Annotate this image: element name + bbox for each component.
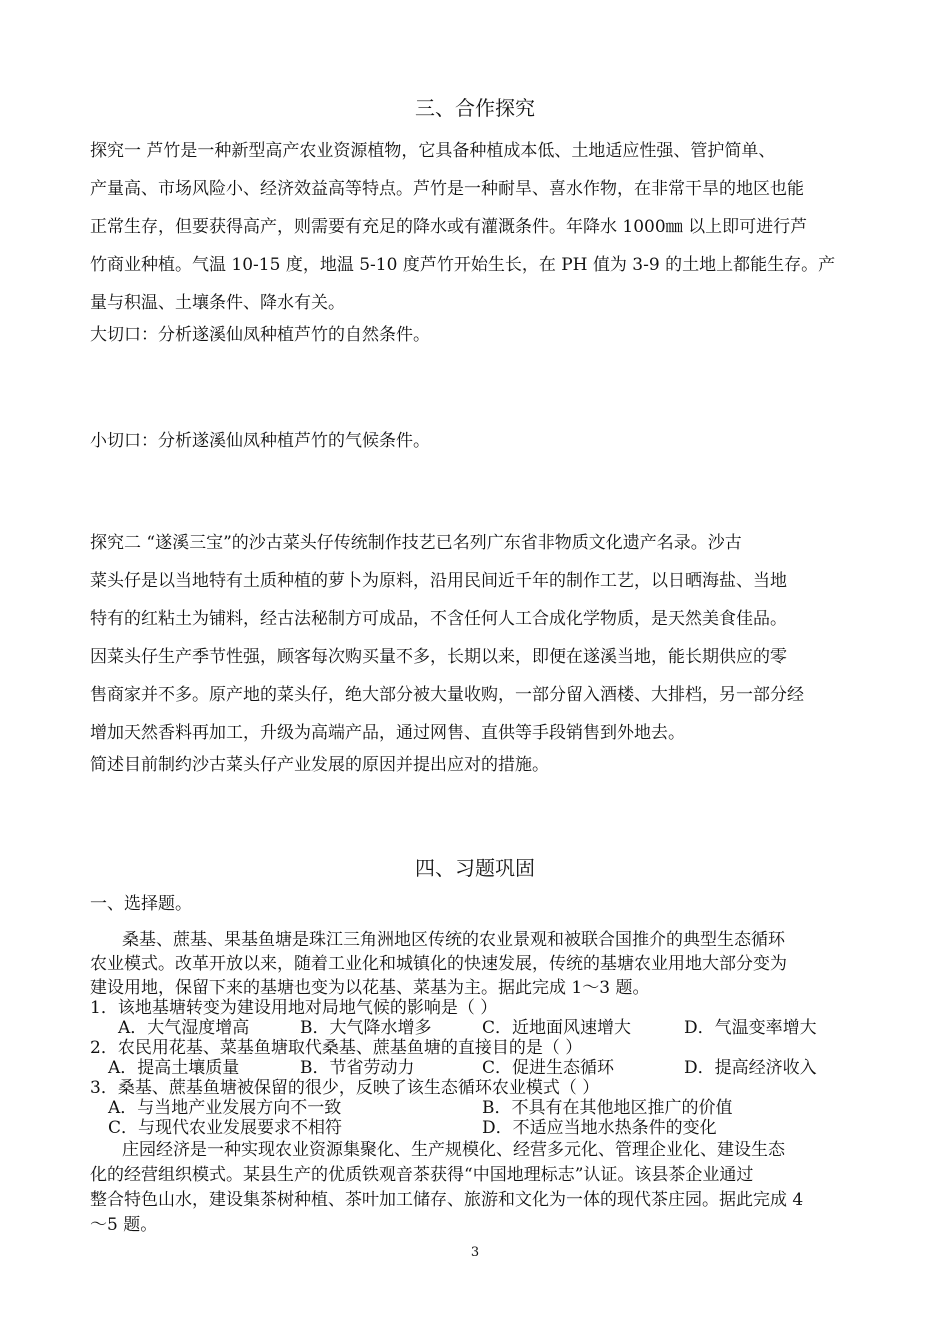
passage-two-line: ～5 题。: [90, 1215, 158, 1235]
option-a: A．与当地产业发展方向不一致: [108, 1098, 342, 1118]
inquiry-two-line: 售商家并不多。原产地的菜头仔，绝大部分被大量收购，一部分留入酒楼、大排档，另一部分经: [90, 685, 804, 705]
section-title-exercises: 四、习题巩固: [415, 856, 535, 880]
option-c: C．近地面风速增大: [482, 1018, 632, 1038]
part-heading-multiple-choice: 一、选择题。: [90, 894, 192, 914]
option-a: A．提高土壤质量: [108, 1058, 240, 1078]
inquiry-two-task: 简述目前制约沙古菜头仔产业发展的原因并提出应对的措施。: [90, 755, 549, 775]
option-d: D．不适应当地水热条件的变化: [482, 1118, 717, 1138]
passage-one-line: 农业模式。改革开放以来，随着工业化和城镇化的快速发展，传统的基塘农业用地大部分变为: [90, 954, 787, 974]
option-b: B．大气降水增多: [300, 1018, 432, 1038]
inquiry-one-line: 竹商业种植。气温 10-15 度，地温 5-10 度芦竹开始生长，在 PH 值为 3-9 的土地上都能生存。产: [90, 255, 836, 275]
page-number: 3: [470, 1245, 480, 1260]
inquiry-two-line: 菜头仔是以当地特有土质种植的萝卜为原料，沿用民间近千年的制作工艺，以日晒海盐、当地: [90, 571, 787, 591]
big-entry-question: 大切口：分析遂溪仙凤种植芦竹的自然条件。: [90, 325, 430, 345]
question-stem: 2．农民用花基、菜基鱼塘取代桑基、蔗基鱼塘的直接目的是（ ）: [90, 1038, 583, 1058]
passage-two-line: 化的经营组织模式。某县生产的优质铁观音茶获得“中国地理标志”认证。该县茶企业通过: [90, 1165, 754, 1185]
inquiry-two-line: 特有的红粘土为铺料，经古法秘制方可成品，不含任何人工合成化学物质，是天然美食佳品。: [90, 609, 787, 629]
passage-one-line: 桑基、蔗基、果基鱼塘是珠江三角洲地区传统的农业景观和被联合国推介的典型生态循环: [122, 930, 785, 950]
passage-two-line: 整合特色山水，建设集茶树种植、茶叶加工储存、旅游和文化为一体的现代茶庄园。据此完成 4: [90, 1190, 804, 1210]
option-a: A．大气湿度增高: [118, 1018, 250, 1038]
option-b: B．不具有在其他地区推广的价值: [482, 1098, 733, 1118]
question-stem: 1．该地基塘转变为建设用地对局地气候的影响是（ ）: [90, 998, 498, 1018]
passage-one-line: 建设用地，保留下来的基塘也变为以花基、菜基为主。据此完成 1～3 题。: [90, 978, 650, 998]
inquiry-two-line: 增加天然香料再加工，升级为高端产品，通过网售、直供等手段销售到外地去。: [90, 723, 685, 743]
inquiry-one-line: 产量高、市场风险小、经济效益高等特点。芦竹是一种耐旱、喜水作物，在非常干旱的地区也能: [90, 179, 804, 199]
inquiry-two-line: 因菜头仔生产季节性强，顾客每次购买量不多，长期以来，即便在遂溪当地，能长期供应的零: [90, 647, 787, 667]
inquiry-two-line: 探究二 “遂溪三宝”的沙古菜头仔传统制作技艺已名列广东省非物质文化遗产名录。沙古: [90, 533, 742, 553]
small-entry-question: 小切口：分析遂溪仙凤种植芦竹的气候条件。: [90, 431, 430, 451]
passage-two-line: 庄园经济是一种实现农业资源集聚化、生产规模化、经营多元化、管理企业化、建设生态: [122, 1140, 785, 1160]
option-c: C．促进生态循环: [482, 1058, 615, 1078]
inquiry-one-line: 量与积温、土壤条件、降水有关。: [90, 293, 345, 313]
option-d: D．气温变率增大: [684, 1018, 817, 1038]
section-title-cooperative-inquiry: 三、合作探究: [415, 96, 535, 120]
question-stem: 3．桑基、蔗基鱼塘被保留的很少，反映了该生态循环农业模式（ ）: [90, 1078, 600, 1098]
inquiry-one-line: 探究一 芦竹是一种新型高产农业资源植物，它具备种植成本低、土地适应性强、管护简单、: [90, 141, 776, 161]
option-c: C．与现代农业发展要求不相符: [108, 1118, 343, 1138]
option-d: D．提高经济收入: [684, 1058, 817, 1078]
option-b: B．节省劳动力: [300, 1058, 415, 1078]
inquiry-one-line: 正常生存，但要获得高产，则需要有充足的降水或有灌溉条件。年降水 1000㎜ 以上即可进行芦: [90, 217, 808, 237]
